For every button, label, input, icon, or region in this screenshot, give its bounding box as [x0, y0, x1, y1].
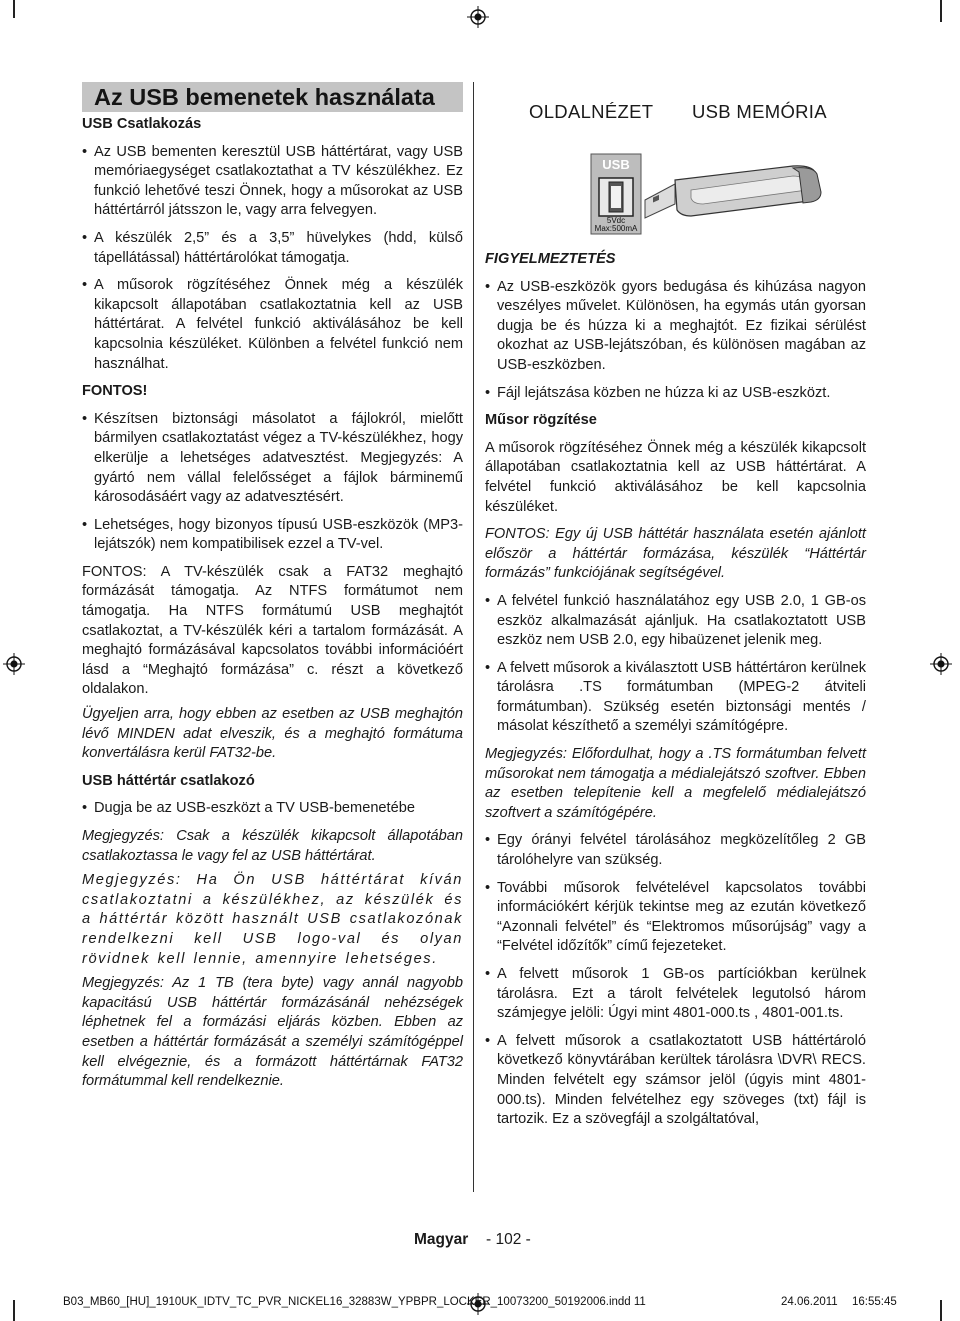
list-item: • Egy órányi felvétel tárolásához megközelítőleg 2 GB tárolóhelyre van szükség.: [485, 831, 866, 870]
note-ts-format: Megjegyzés: Előfordulhat, hogy a .TS formátumban felvett műsorokat nem támogatja a médialejátszó szoftver. Ebben az esetben telepítenie kell a megfelelő médialejátszó szoftvert a számítógépére.: [485, 746, 866, 821]
paragraph-warning: Ügyeljen arra, hogy ebben az esetben az USB meghajtón lévő MINDEN adat elveszik, és a meghajtó formátuma konvertálásra kerül FAT32-be.: [82, 706, 463, 762]
list-item: • A felvett műsorok a kiválasztott USB háttértáron kerülnek tárolásra .TS formátumban (MPEG-2 átviteli formátumban). Szükség esetén biztonsági mentés / másolat készíthető a személyi számítógépre.: [485, 659, 866, 737]
registration-mark-top-icon: [467, 6, 489, 28]
paragraph-fat32: FONTOS: A TV-készülék csak a FAT32 meghajtó formázását támogatja. Az NTFS formátumot nem támogatja. Ha NTFS formátumú USB meghajtót csatlakoztat, a TV-készülék kéri a tartalom formázását. A meghajtó formázásával kapcsolatos további információért lásd a “Meghajtó formázása” c. részt a következő oldalakon.: [82, 563, 463, 698]
right-column: [485, 250, 866, 1138]
warning-title: FIGYELMEZTETÉS: [485, 251, 616, 267]
section-title-usb-connection: USB Csatlakozás: [82, 116, 202, 132]
usb-stick-icon: [643, 160, 843, 230]
section-title-recording: Műsor rögzítése: [485, 412, 597, 429]
list-item: • A felvétel funkció használatához egy USB 2.0, 1 GB-os eszköz alkalmazását ajánljuk. Ha csatlakoztatott USB eszköz nem USB 2.0, egy hibaüzenet jelenik meg.: [485, 592, 866, 651]
page-number: - 102 -: [486, 1231, 531, 1248]
note-1: Megjegyzés: Csak a készülék kikapcsolt állapotában csatlakoztassa le vagy fel az USB háttértárat.: [82, 828, 463, 864]
figure-caption-side-view: OLDALNÉZET: [529, 101, 654, 122]
list-item: • A felvett műsorok a csatlakoztatott USB háttértároló következő könyvtárában kerültek tárolásra \DVR\ RECS. Minden felvételt egy számsor jelöl (úgyis mint 4801-000.ts). Minden felvételhez egy szöveges (txt) fájl is tartozik. Ez a szövegfájl a szolgáltatóval,: [485, 1032, 866, 1130]
registration-mark-left-icon: [3, 653, 25, 675]
list-item: • Az USB-eszközök gyors bedugása és kihúzása nagyon veszélyes művelet. Különösen, ha egymás után gyorsan dugja be és húzza ki a meghajtót. Ez fizikai sérülést okozhat az USB-lejátszóban, és különösen magában az USB-eszközben.: [485, 278, 866, 376]
list-item: • A felvett műsorok 1 GB-os partíciókban kerülnek tárolásra. Ezt a tárolt felvételek legutolsó három számjegye jelöli: Úgyi mint 4801-000.ts , 4801-001.ts.: [485, 965, 866, 1024]
figure-caption-usb-memory: USB MEMÓRIA: [692, 101, 827, 122]
usb-port-current: Max:500mA: [594, 224, 638, 233]
crop-mark-bottom-right: [940, 1300, 942, 1321]
important-label: FONTOS!: [82, 383, 148, 400]
registration-mark-right-icon: [930, 653, 952, 675]
slug-time: 16:55:45: [852, 1296, 897, 1308]
section-title-hdd-connector: USB háttértár csatlakozó: [82, 772, 255, 789]
crop-mark-top-right: [940, 0, 942, 22]
note-3: Megjegyzés: Az 1 TB (tera byte) vagy annál nagyobb kapacitású USB háttértár formázásánál nehézségek léphetnek fel a formázási eljárás közben. Ebben az esetben a háttértár formázását a személyi számítógéppel kell elvégeznie, és a formázott háttértárnak FAT32 formátummal kell rendelkeznie.: [82, 975, 463, 1090]
paragraph-important: FONTOS: Egy új USB háttétár használata esetén ajánlott először a háttértár formázása, készülék “Háttértár formázás” funkciójának segítségével.: [485, 526, 866, 582]
note-2: Megjegyzés: Ha Ön USB háttértárat kíván csatlakoztatni a készülékhez, az készülék és a háttértár között használt USB csatlakozónak rendelkezni kell USB logo-val és olyan rövidnek kell lennie, amennyire lehetséges.: [82, 872, 463, 967]
crop-mark-bottom-left: [13, 1300, 15, 1321]
crop-mark-top-left: [13, 0, 15, 18]
file-slug: B03_MB60_[HU]_1910UK_IDTV_TC_PVR_NICKEL16_32883W_YPBPR_LOCKER_10073200_50192006.indd 11: [63, 1296, 646, 1308]
column-divider: [473, 82, 474, 1192]
list-item: • Dugja be az USB-eszközt a TV USB-bemenetébe: [82, 799, 463, 819]
list-item: • Az USB bementen keresztül USB háttértárat, vagy USB memóriaegységet csatlakoztathat a TV készülékhez. Ez funkció lehetővé teszi Önnek, hogy a műsorokat az USB háttértárról játsszon le, vagy arra felvegyen.: [82, 143, 463, 221]
footer-language: Magyar: [414, 1231, 469, 1248]
list-item: • A készülék 2,5” és a 3,5” hüvelykes (hdd, külső tápellátással) háttértárolókat támogatja.: [82, 229, 463, 268]
list-item: • A műsorok rögzítéséhez Önnek még a készülék kikapcsolt állapotában csatlakoztatnia kell az USB háttértárat. A felvétel funkció aktiválásához be kell kapcsolnia készüléket. Különben a felvétel funkció nem használhat.: [82, 276, 463, 374]
page-title: Az USB bemenetek használata: [94, 84, 435, 110]
usb-port-label: USB: [602, 157, 630, 172]
list-item: • További műsorok felvételével kapcsolatos további információkért kérjük tekintse meg az ezután következő “Azonnali felvétel” és “Elektromos műsorújság” vagy a “Felvétel időzítők” című fejezeteket.: [485, 879, 866, 957]
left-column: [82, 115, 463, 1097]
list-item: • Lehetséges, hogy bizonyos típusú USB-eszközök (MP3-lejátszók) nem kompatibilisek ezzel a TV-vel.: [82, 516, 463, 555]
paragraph-recording: A műsorok rögzítéséhez Önnek még a készülék kikapcsolt állapotában csatlakoztatnia kell az USB háttértárat. A felvétel funkció aktiválásához be kell kapcsolnia készüléket.: [485, 439, 866, 515]
list-item: • Fájl lejátszása közben ne húzza ki az USB-eszközt.: [485, 384, 866, 404]
usb-port-voltage: 5Vdc: [606, 216, 626, 225]
list-item: • Készítsen biztonsági másolatot a fájlokról, mielőtt bármilyen csatlakoztatást végez a TV-készülékhez, hogy elkerülje a lehetséges adatvesztést. Megjegyzés: A gyártó nem vállal felelősséget a fájlok bárminemű károsodásáért vagy az adatvesztésért.: [82, 410, 463, 508]
slug-date: 24.06.2011: [781, 1296, 838, 1308]
